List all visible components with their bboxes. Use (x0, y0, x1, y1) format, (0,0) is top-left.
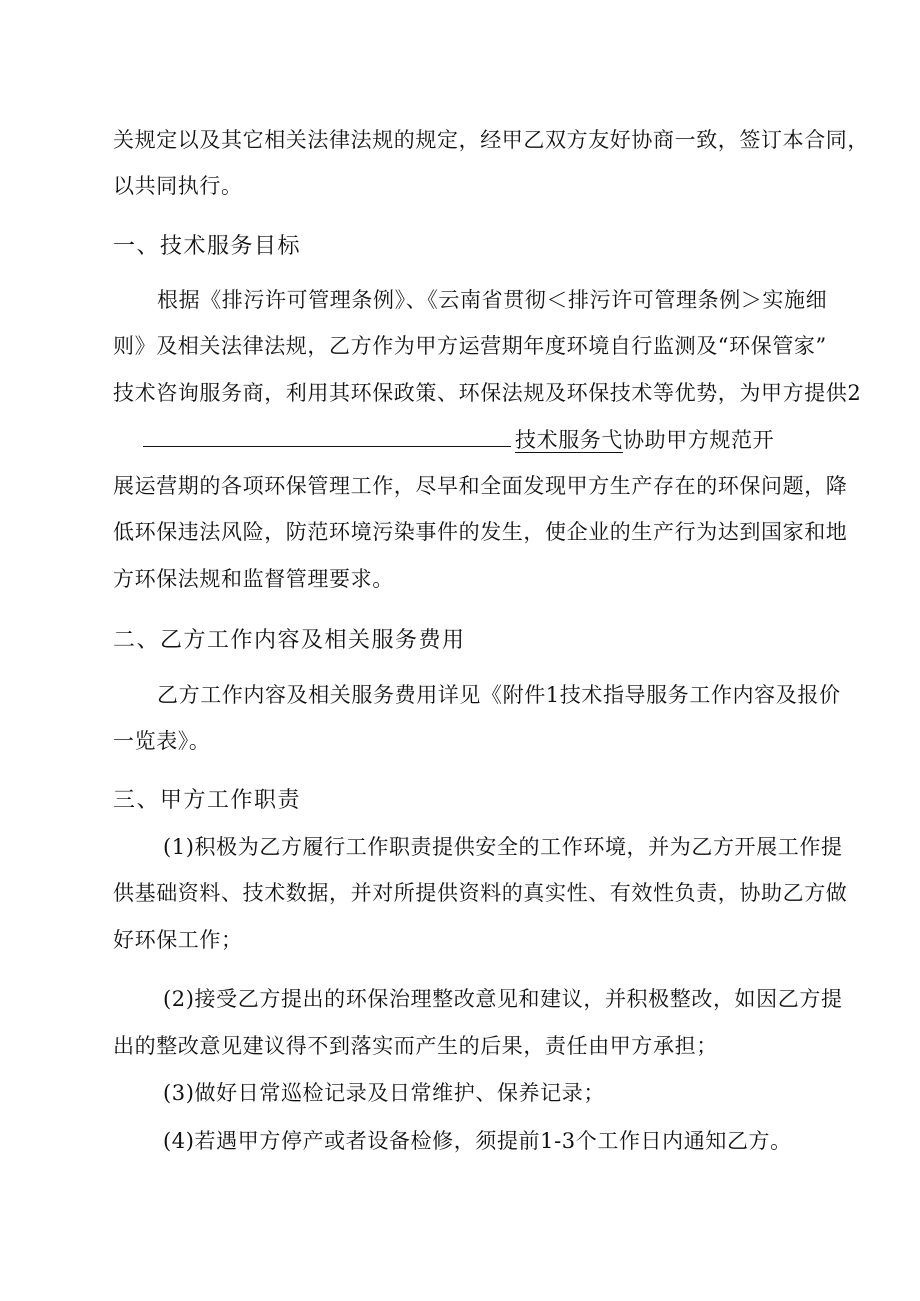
duty-1-line-1: (1)积极为乙方履行工作职责提供安全的工作环境，并为乙方开展工作提 (163, 835, 843, 859)
section-1-line-5: 展运营期的各项环保管理工作，尽早和全面发现甲方生产存在的环保问题，降 (113, 474, 848, 498)
duty-2-line-2: 出的整改意见建议得不到落实而产生的后果，责任由甲方承担； (113, 1034, 718, 1058)
section-2-line-1: 乙方工作内容及相关服务费用详见《附件1技术指导服务工作内容及报价 (157, 683, 841, 707)
blank-underline (143, 424, 511, 447)
paragraph-intro-line-2: 以共同执行。 (113, 174, 243, 198)
section-1-line-3: 技术咨询服务商，利用其环保政策、环保法规及环保技术等优势，为甲方提供2 (113, 381, 862, 405)
section-2-line-2: 一览表》。 (113, 729, 211, 753)
section-1-line-6: 低环保违法风险，防范环境污染事件的发生，使企业的生产行为达到国家和地 (113, 520, 848, 544)
duty-3-line-1: (3)做好日常巡检记录及日常维护、保养记录； (163, 1081, 605, 1105)
duty-2-line-1: (2)接受乙方提出的环保治理整改意见和建议，并积极整改，如因乙方提 (163, 987, 843, 1011)
section-1-line-7: 方环保法规和监督管理要求。 (113, 567, 394, 591)
section-1-line-4-rest: 协助甲方规范开 (623, 428, 775, 452)
section-heading-1: 一、技术服务目标 (113, 234, 302, 259)
section-1-line-1: 根据《排污许可管理条例》、《云南省贯彻＜排污许可管理条例＞实施细 (157, 288, 828, 312)
section-heading-3: 三、甲方工作职责 (113, 788, 302, 813)
underlined-term: 技术服务弋 (515, 428, 623, 452)
duty-1-line-2: 供基础资料、技术数据，并对所提供资料的真实性、有效性负责，协助乙方做 (113, 881, 848, 905)
section-1-line-2: 则》及相关法律法规，乙方作为甲方运营期年度环境自行监测及“环保管家” (113, 334, 827, 358)
duty-4-line-1: (4)若遇甲方停产或者设备检修，须提前1-3个工作日内通知乙方。 (163, 1129, 792, 1153)
section-heading-2: 二、乙方工作内容及相关服务费用 (113, 628, 466, 653)
section-1-line-4 (113, 424, 813, 455)
paragraph-intro-line-1: 关规定以及其它相关法律法规的规定，经甲乙双方友好协商一致，签订本合同， (113, 128, 869, 152)
duty-1-line-3: 好环保工作； (113, 928, 243, 952)
